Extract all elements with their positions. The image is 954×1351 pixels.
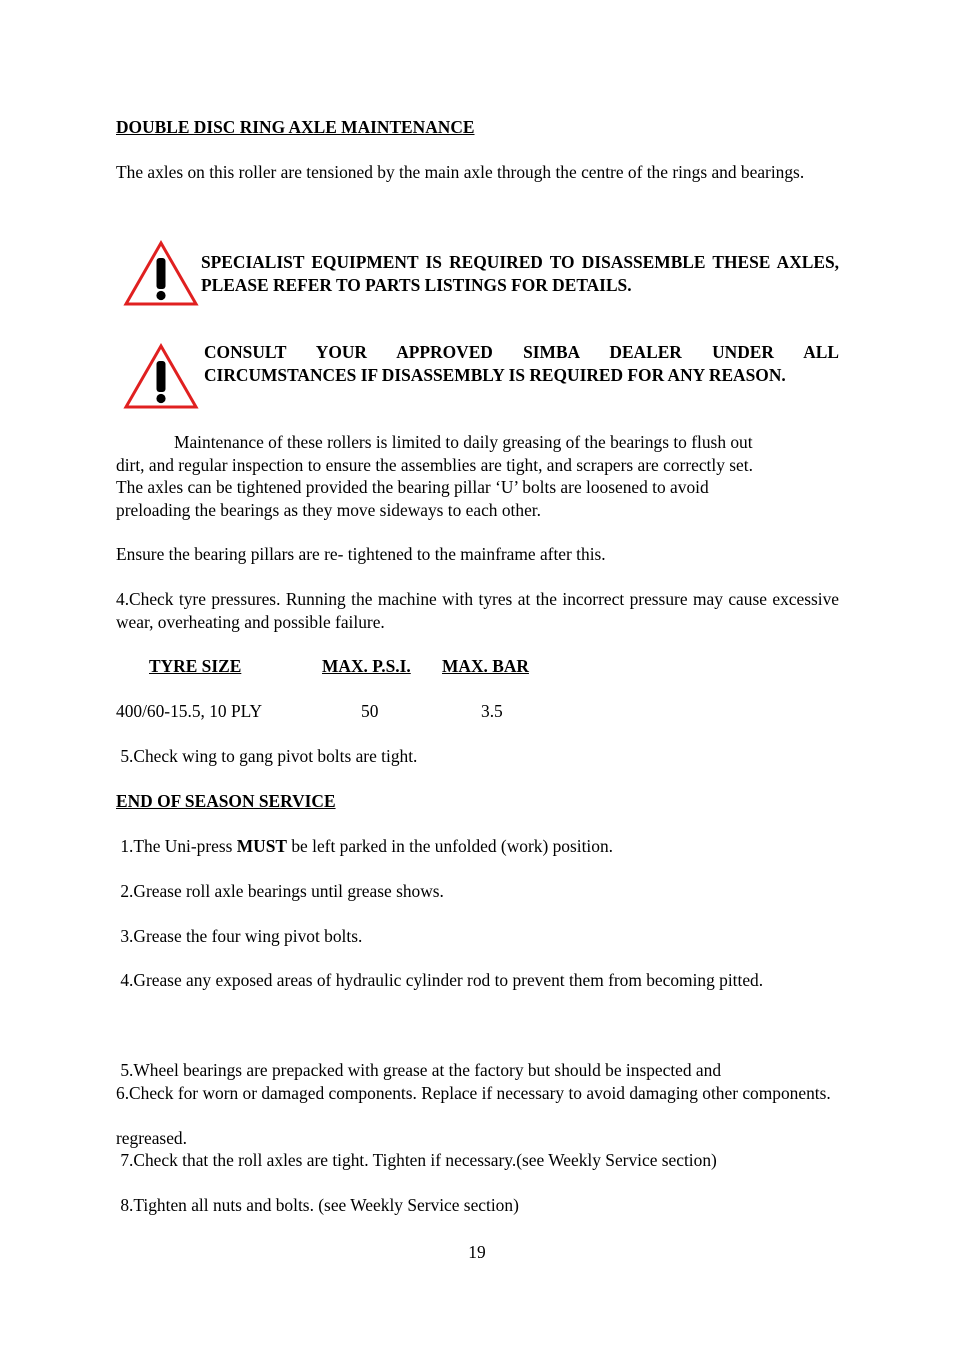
- season-item-1-emphasis: MUST: [236, 836, 287, 856]
- season-item-1-post: be left parked in the unfolded (work) position.: [287, 836, 613, 856]
- maintenance-paragraph: [116, 431, 839, 521]
- season-item-3: 3.Grease the four wing pivot bolts.: [116, 926, 363, 946]
- season-item-5-line: regreased.: [116, 1127, 187, 1148]
- warning-text-consult-dealer: CONSULT YOUR APPROVED SIMBA DEALER UNDER ALL CIRCUMSTANCES IF DISASSEMBLY IS REQUIRED FOR ANY REASON.: [204, 342, 839, 385]
- tyre-check-paragraph: 4.Check tyre pressures. Running the machine with tyres at the incorrect pressure may cause excessive wear, overheating and possible failure.: [116, 589, 839, 632]
- season-item-1-pre: 1.The Uni-press: [116, 836, 237, 856]
- season-item-8: 8.Tighten all nuts and bolts. (see Weekly Service section): [116, 1195, 519, 1215]
- season-item-6: 6.Check for worn or damaged components. Replace if necessary to avoid damaging other components.: [116, 1083, 831, 1103]
- warning-triangle-icon: [123, 343, 199, 409]
- warning-box-specialist-equipment: [123, 240, 839, 308]
- warning-triangle-icon: [123, 240, 199, 306]
- season-item-1: [116, 835, 839, 858]
- season-item-5-line: 5.Wheel bearings are prepacked with grease at the factory but should be inspected and: [116, 1060, 722, 1080]
- max-bar-header: MAX. BAR: [442, 656, 529, 676]
- tyre-size-cell: 400/60-15.5, 10 PLY: [116, 701, 263, 721]
- max-bar-cell: 3.5: [481, 701, 503, 721]
- intro-paragraph: The axles on this roller are tensioned by the main axle through the centre of the rings and bearings.: [116, 162, 805, 182]
- maintenance-line: The axles can be tightened provided the bearing pillar ‘U’ bolts are loosened to avoid: [116, 477, 709, 497]
- maintenance-line: preloading the bearings as they move sideways to each other.: [116, 499, 541, 520]
- maintenance-line: Maintenance of these rollers is limited to daily greasing of the bearings to flush out: [174, 432, 753, 452]
- warning-text-specialist-equipment: SPECIALIST EQUIPMENT IS REQUIRED TO DISASSEMBLE THESE AXLES, PLEASE REFER TO PARTS LISTINGS FOR DETAILS.: [201, 252, 839, 295]
- retighten-note: Ensure the bearing pillars are re- tightened to the mainframe after this.: [116, 544, 606, 564]
- warning-box-consult-dealer: [123, 343, 839, 411]
- season-item-7: 7.Check that the roll axles are tight. Tighten if necessary.(see Weekly Service section): [116, 1150, 717, 1170]
- page-number: 19: [468, 1242, 486, 1262]
- tyre-size-header: TYRE SIZE: [149, 656, 242, 676]
- section-heading-end-of-season: END OF SEASON SERVICE: [116, 791, 336, 811]
- max-psi-cell: 50: [361, 701, 379, 721]
- season-item-4: 4.Grease any exposed areas of hydraulic cylinder rod to prevent them from becoming pitted.: [116, 970, 764, 990]
- section-heading-axle-maintenance: DOUBLE DISC RING AXLE MAINTENANCE: [116, 117, 475, 137]
- max-psi-header: MAX. P.S.I.: [322, 656, 411, 676]
- wing-check-item: 5.Check wing to gang pivot bolts are tight.: [116, 746, 418, 766]
- maintenance-line: dirt, and regular inspection to ensure the assemblies are tight, and scrapers are correctly set.: [116, 454, 753, 475]
- season-item-2: 2.Grease roll axle bearings until grease shows.: [116, 881, 444, 901]
